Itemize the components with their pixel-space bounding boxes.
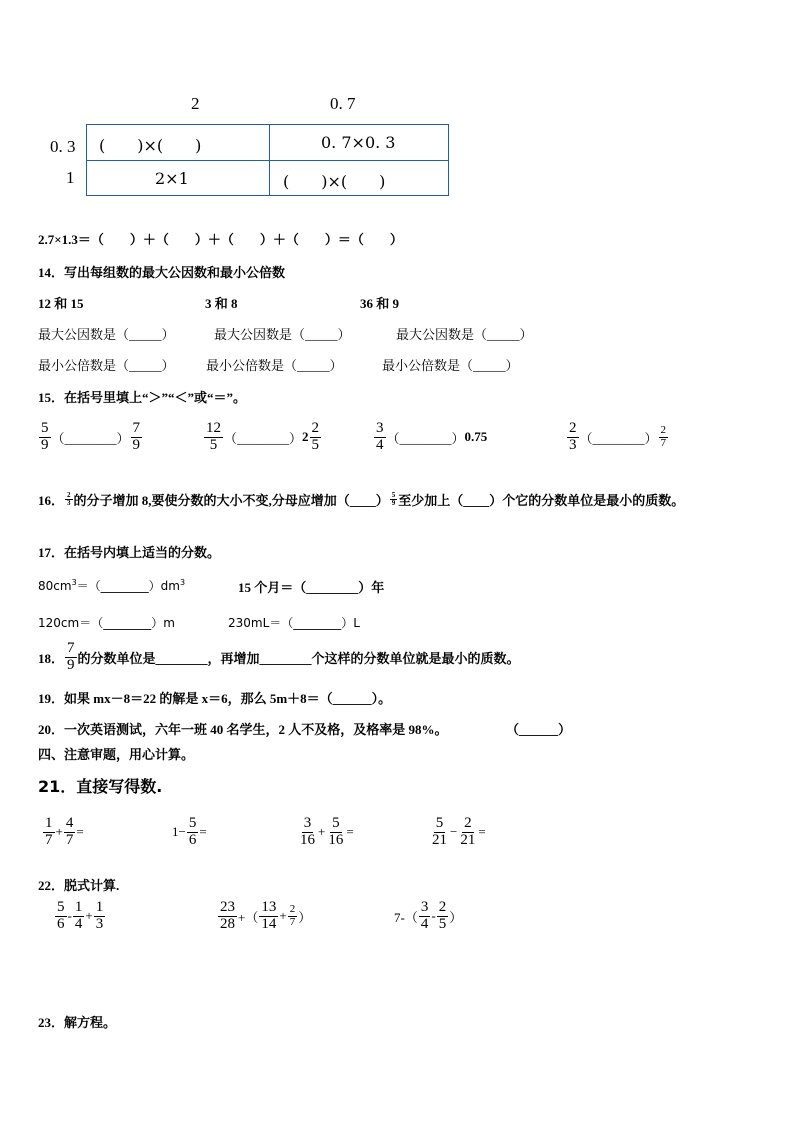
table-cell: 0. 7×0. 3 xyxy=(321,133,396,152)
table-cell: ( )×( ) xyxy=(99,136,202,155)
equals-sign: = xyxy=(76,824,84,840)
q20: 20．一次英语测试，六年一班 40 名学生，2 人不及格，及格率是 98%。 xyxy=(38,722,448,737)
question-line: 2.7×1.3＝（ ）＋（ ）＋（ ）＋（ ）＝（ ） xyxy=(38,232,403,247)
q15-title: 15．在括号里填上“＞”“＜”或“＝”。 xyxy=(38,390,247,405)
q20-blank: （______） xyxy=(506,722,572,737)
operator: + xyxy=(85,908,93,924)
fraction: $\frac{5}{16}$ xyxy=(328,815,344,848)
section-title: 四、注意审题，用心计算。 xyxy=(38,747,195,762)
fraction: $\frac{1}{3}$ xyxy=(95,899,104,932)
q21-item xyxy=(42,816,84,849)
fraction: $\frac{2}{5}$ xyxy=(311,420,320,453)
fraction: $\frac{2}{21}$ xyxy=(460,815,476,848)
operator: + xyxy=(279,908,287,924)
q14-lcm: 最小公倍数是（_____） xyxy=(382,358,519,373)
fraction: $\frac{12}{5}$ xyxy=(206,420,221,453)
fraction: $\frac{2}{5}$ xyxy=(438,899,447,932)
q15-item xyxy=(38,421,143,454)
q14-lcm: 最小公倍数是（_____） xyxy=(206,358,343,373)
q14-title: 14．写出每组数的最大公因数和最小公倍数 xyxy=(38,265,286,280)
equals-sign: = xyxy=(199,824,207,840)
q15-item xyxy=(203,421,322,454)
q23: 23．解方程。 xyxy=(38,1015,117,1030)
fraction: $\frac{5}{6}$ xyxy=(57,899,65,932)
q18-text: 的分数单位是________，再增加________个这样的分数单位就是最小的质数。 xyxy=(77,650,520,666)
bracket: ） xyxy=(449,909,463,925)
fraction: $\frac{2}{3}$ xyxy=(569,420,577,453)
col-header-2: 0. 7 xyxy=(330,94,356,113)
q21-item xyxy=(429,816,486,849)
q21-title: 21．直接写得数. xyxy=(38,777,163,796)
q15-item xyxy=(566,421,669,454)
q22-expression xyxy=(217,900,311,933)
fraction: $\frac{2}{7}$ xyxy=(289,903,296,928)
q18-number: 18． xyxy=(38,650,65,666)
fraction: $\frac{2}{3}$ xyxy=(67,490,71,507)
fraction: $\frac{7}{9}$ xyxy=(67,640,75,673)
q17-item: $80cm^3=(\_\_\_\_\_\_\_\_)dm^3$ xyxy=(38,578,186,593)
operator: + xyxy=(318,824,326,840)
fraction: $\frac{5}{9}$ xyxy=(391,490,396,507)
whole-number: 2 xyxy=(302,429,309,445)
multiplication-table xyxy=(86,124,449,196)
fraction: $\frac{4}{7}$ xyxy=(65,815,74,848)
q15-item xyxy=(373,421,487,454)
operator: +（ xyxy=(238,909,259,925)
operator: − xyxy=(178,824,186,840)
fraction: $\frac{13}{14}$ xyxy=(261,899,277,932)
whole-number: 1 xyxy=(172,824,179,840)
q22-title: 22．脱式计算. xyxy=(38,878,120,893)
q17-item: 230mL＝（________）L xyxy=(228,616,360,630)
fraction: $\frac{1}{7}$ xyxy=(45,815,53,848)
row-header-1: 0. 3 xyxy=(50,137,76,156)
fraction: $\frac{5}{9}$ xyxy=(41,420,49,453)
q14-gcd: 最大公因数是（_____） xyxy=(214,327,351,342)
fraction: $\frac{3}{16}$ xyxy=(300,815,315,848)
col-header-1: 2 xyxy=(191,94,200,113)
answer-blank: （________） xyxy=(51,430,130,446)
row-header-2: 1 xyxy=(66,168,75,187)
bracket: ） xyxy=(298,909,312,925)
q16-text: 至少加上（____）个它的分数单位是最小的质数。 xyxy=(398,493,685,508)
table-cell: ( )×( ) xyxy=(283,172,386,191)
fraction: $\frac{5}{21}$ xyxy=(432,815,447,848)
answer-blank: （________） xyxy=(579,430,658,446)
operator: - xyxy=(67,908,72,924)
fraction: $\frac{7}{9}$ xyxy=(132,420,141,453)
fraction: $\frac{1}{4}$ xyxy=(74,899,83,932)
table-divider-horizontal xyxy=(87,160,448,161)
q16-number: 16． xyxy=(38,493,65,508)
equals-sign: = xyxy=(346,824,354,840)
q18 xyxy=(38,641,520,674)
q14-group: 36 和 9 xyxy=(360,296,400,311)
q16-text: 的分子增加 8,要使分数的大小不变,分母应增加（____） xyxy=(73,493,389,508)
q14-group: 3 和 8 xyxy=(205,296,238,311)
operator: − xyxy=(450,824,458,840)
q16 xyxy=(38,490,684,509)
q22-expression xyxy=(54,900,106,933)
fraction: $\frac{3}{4}$ xyxy=(420,899,429,932)
q17-title: 17．在括号内填上适当的分数。 xyxy=(38,545,221,560)
q17-item: 15 个月＝（________）年 xyxy=(238,580,385,595)
fraction: $\frac{2}{7}$ xyxy=(660,424,667,449)
answer-blank: （________） xyxy=(386,430,465,446)
q17-item: 120cm＝（________）m xyxy=(38,616,175,630)
q14-group: 12 和 15 xyxy=(38,296,84,311)
fraction: $\frac{3}{4}$ xyxy=(376,420,384,453)
decimal-value: 0.75 xyxy=(464,429,488,445)
fraction: $\frac{23}{28}$ xyxy=(220,899,235,932)
q22-expression xyxy=(394,900,462,933)
answer-blank: （________） xyxy=(224,430,303,446)
equals-sign: = xyxy=(478,824,486,840)
table-cell: 2×1 xyxy=(155,169,189,188)
q21-item xyxy=(297,816,354,849)
q19: 19．如果 mx－8＝22 的解是 x＝6，那么 5m＋8＝（______）。 xyxy=(38,691,392,706)
operator: - xyxy=(431,908,436,924)
q14-gcd: 最大公因数是（_____） xyxy=(38,327,175,342)
operator: 7-（ xyxy=(394,909,418,925)
q14-gcd: 最大公因数是（_____） xyxy=(396,327,533,342)
operator: + xyxy=(55,824,63,840)
q21-item xyxy=(172,816,207,849)
fraction: $\frac{5}{6}$ xyxy=(188,815,197,848)
q14-lcm: 最小公倍数是（_____） xyxy=(38,358,175,373)
